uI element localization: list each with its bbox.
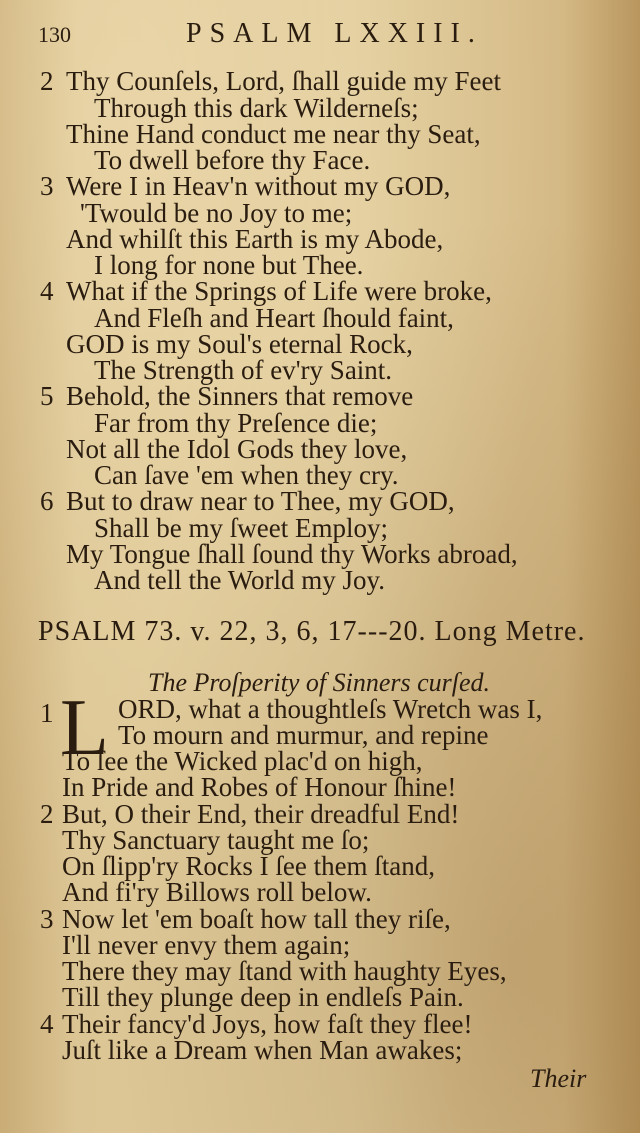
page-header xyxy=(0,14,640,54)
verse-line: Till they plunge deep in endleſs Pain. xyxy=(62,982,464,1012)
stanza-number: 5 xyxy=(40,381,54,411)
verse-line: GOD is my Soul's eternal Rock, xyxy=(66,329,413,359)
verse-line: Thy Counſels, Lord, ſhall guide my Feet xyxy=(66,66,501,96)
verse-line: To ſee the Wicked plac'd on high, xyxy=(62,746,423,776)
psalm-heading: PSALM 73. v. 22, 3, 6, 17---20. Long Metre. xyxy=(38,616,586,647)
verse-line: Far from thy Preſence die; xyxy=(94,408,378,438)
verse-line: Shall be my ſweet Employ; xyxy=(94,513,388,543)
verse-line: Through this dark Wilderneſs; xyxy=(94,93,419,123)
verse-line: I'll never envy them again; xyxy=(62,930,351,960)
verse-line: What if the Springs of Life were broke, xyxy=(66,276,492,306)
catchword: Their xyxy=(530,1064,587,1093)
verse-line: 'Twould be no Joy to me; xyxy=(80,198,353,228)
verse-line: Juſt like a Dream when Man awakes; xyxy=(62,1035,463,1065)
verse-line: ORD, what a thoughtleſs Wretch was I, xyxy=(118,694,543,724)
verse-line: Thine Hand conduct me near thy Seat, xyxy=(66,119,481,149)
verse-line: And Fleſh and Heart ſhould faint, xyxy=(94,303,454,333)
verse-line: But, O their End, their dreadful End! xyxy=(62,799,460,829)
verse-line: But to draw near to Thee, my GOD, xyxy=(66,486,455,516)
verse-line: In Pride and Robes of Honour ſhine! xyxy=(62,772,457,802)
verse-line: My Tongue ſhall ſound thy Works abroad, xyxy=(66,539,518,569)
verse-line: Were I in Heav'n without my GOD, xyxy=(66,171,451,201)
verse-line: And fi'ry Billows roll below. xyxy=(62,877,372,907)
verse-line: The Strength of ev'ry Saint. xyxy=(94,355,393,385)
stanza-number: 1 xyxy=(40,698,54,728)
stanza-number: 2 xyxy=(40,66,54,96)
stanza-number: 3 xyxy=(40,171,54,201)
stanza-number: 4 xyxy=(40,1009,54,1039)
verse-line: Now let 'em boaſt how tall they riſe, xyxy=(62,904,451,934)
drop-cap: L xyxy=(60,684,109,772)
verse-line: To dwell before thy Face. xyxy=(94,145,371,175)
stanza-number: 4 xyxy=(40,276,54,306)
verse-line: On ſlipp'ry Rocks I ſee them ſtand, xyxy=(62,851,436,881)
stanza-number: 2 xyxy=(40,799,54,829)
verse-line: Their fancy'd Joys, how faſt they flee! xyxy=(62,1009,473,1039)
verse-line: To mourn and murmur, and repine xyxy=(118,720,489,750)
verse-line: Behold, the Sinners that remove xyxy=(66,381,414,411)
verse-line: There they may ſtand with haughty Eyes, xyxy=(62,956,507,986)
stanza-number: 3 xyxy=(40,904,54,934)
verse-line: I long for none but Thee. xyxy=(94,250,364,280)
verse-line: Thy Sanctuary taught me ſo; xyxy=(62,825,370,855)
verse-line: And whilſt this Earth is my Abode, xyxy=(66,224,444,254)
psalm-subtitle: The Proſperity of Sinners curſed. xyxy=(148,668,491,697)
stanza-number: 6 xyxy=(40,486,54,516)
running-head: PSALM LXXIII. xyxy=(186,18,483,49)
verse-line: Not all the Idol Gods they love, xyxy=(66,434,408,464)
verse-line: And tell the World my Joy. xyxy=(94,565,386,595)
page-number: 130 xyxy=(38,22,71,47)
verse-line: Can ſave 'em when they cry. xyxy=(94,460,399,490)
